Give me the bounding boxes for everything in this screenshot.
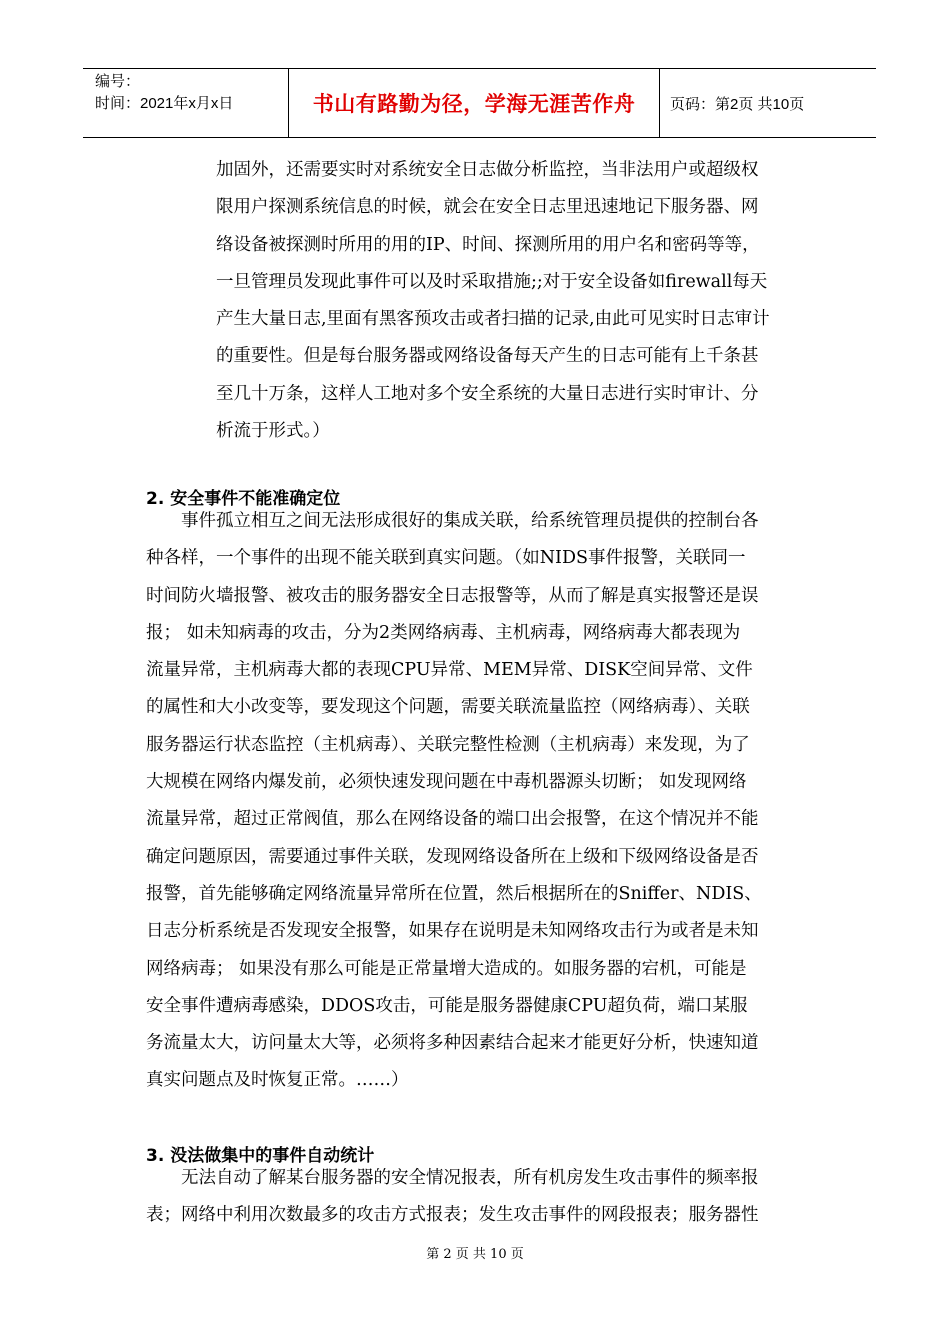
text-line: 限用户探测系统信息的时候，就会在安全日志里迅速地记下服务器、网 [216,197,759,218]
text-line: 络设备被探测时所用的用的IP、时间、探测所用的用户名和密码等等， [216,234,760,255]
text-line: 服务器运行状态监控（主机病毒）、关联完整性检测（主机病毒）来发现，为了 [146,734,750,755]
text-line: 的重要性。但是每台服务器或网络设备每天产生的日志可能有上千条甚 [216,346,759,367]
text-line: 一旦管理员发现此事件可以及时采取措施;;对于安全设备如firewall每天 [216,271,768,292]
text-line: 析流于形式。） [216,421,330,442]
section-2-heading: 2. 安全事件不能准确定位 [146,489,341,509]
text-line: 时间防火墙报警、被攻击的服务器安全日志报警等，从而了解是真实报警还是误 [146,585,759,606]
text-line: 事件孤立相互之间无法形成很好的集成关联，给系统管理员提供的控制台各 [181,511,759,531]
text-line: 日志分析系统是否发现安全报警，如果存在说明是未知网络攻击行为或者是未知 [146,921,759,942]
text-line: 报警，首先能够确定网络流量异常所在位置，然后根据所在的Sniffer、NDIS、 [146,883,762,904]
section-3-heading: 3. 没法做集中的事件自动统计 [146,1146,375,1166]
document-time-label: 时间：2021年x月x日 [95,95,234,112]
page-number-label: 页码：第2页 共10页 [670,95,805,113]
section-3-paragraph [146,1160,759,1235]
text-line: 报； 如未知病毒的攻击，分为2类网络病毒、主机病毒，网络病毒大都表现为 [146,622,741,643]
header-meta [83,69,288,137]
header-motto: 书山有路勤为径，学海无涯苦作舟 [312,92,636,116]
text-line: 大规模在网络内爆发前，必须快速发现问题在中毒机器源头切断； 如发现网络 [146,772,747,793]
header-motto-cell [288,69,660,137]
text-line: 真实问题点及时恢复正常。……） [146,1070,409,1091]
text-line: 流量异常，超过正常阀值，那么在网络设备的端口出会报警，在这个情况并不能 [146,809,759,830]
text-line: 的属性和大小改变等，要发现这个问题，需要关联流量监控（网络病毒）、关联 [146,697,750,718]
text-line: 确定问题原因，需要通过事件关联，发现网络设备所在上级和下级网络设备是否 [146,846,759,867]
text-line: 种各样，一个事件的出现不能关联到真实问题。（如NIDS事件报警，关联同一 [146,548,746,569]
page-header [83,68,876,138]
text-line: 表；网络中利用次数最多的攻击方式报表；发生攻击事件的网段报表；服务器性 [146,1205,759,1226]
text-line: 务流量太大，访问量太大等，必须将多种因素结合起来才能更好分析，快速知道 [146,1033,759,1054]
document-number-label: 编号： [95,73,141,90]
text-line: 流量异常，主机病毒大都的表现CPU异常、MEM异常、DISK空间异常、文件 [146,660,753,681]
text-line: 至几十万条，这样人工地对多个安全系统的大量日志进行实时审计、分 [216,383,759,404]
intro-paragraph [216,152,770,450]
text-line: 无法自动了解某台服务器的安全情况报表，所有机房发生攻击事件的频率报 [181,1168,759,1188]
text-line: 产生大量日志,里面有黑客预攻击或者扫描的记录,由此可见实时日志审计 [216,309,770,330]
text-line: 网络病毒； 如果没有那么可能是正常量增大造成的。如服务器的宕机，可能是 [146,958,747,979]
text-line: 安全事件遭病毒感染，DDOS攻击，可能是服务器健康CPU超负荷，端口某服 [146,995,748,1016]
section-2-paragraph [146,503,762,1100]
text-line: 加固外，还需要实时对系统安全日志做分析监控，当非法用户或超级权 [216,160,759,180]
header-page-cell [660,69,876,137]
page-footer: 第 2 页 共 10 页 [426,1247,524,1262]
